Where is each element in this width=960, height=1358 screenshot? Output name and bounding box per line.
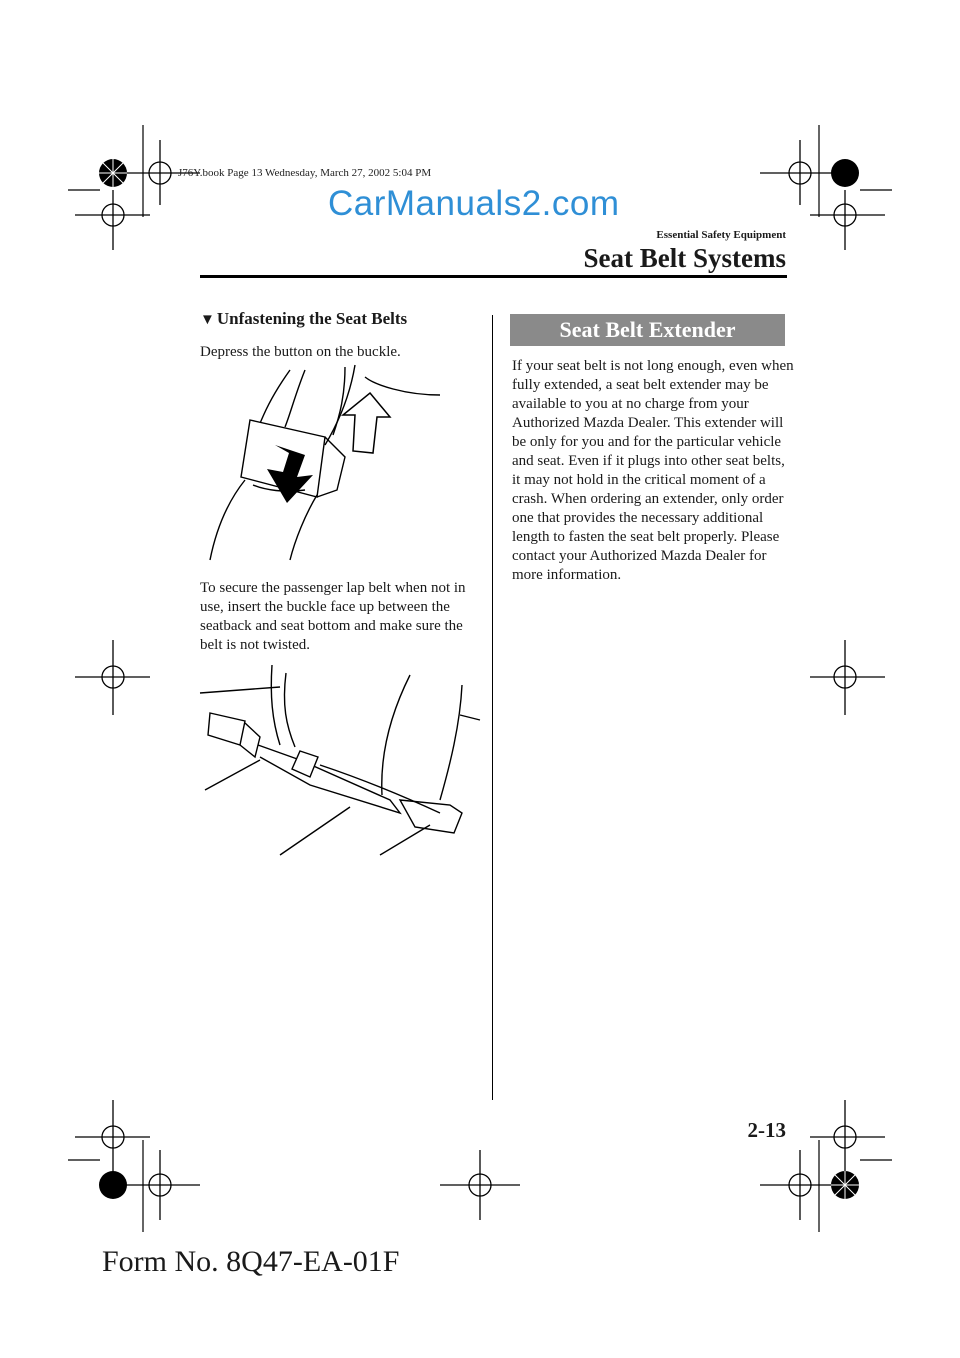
paragraph-depress-button: Depress the button on the buckle.: [200, 344, 401, 360]
column-divider: [492, 315, 493, 1100]
section-banner-seat-belt-extender: Seat Belt Extender: [510, 314, 785, 346]
arrow-up-icon: [343, 393, 390, 453]
subheading-unfastening: [200, 309, 407, 329]
lap-belt-stow-illustration: [200, 665, 490, 860]
paragraph-extender-info: If your seat belt is not long enough, even when fully extended, a seat belt extender may be available to you at no charge from your Authorized Mazda Dealer. This extender will be only for you and for the particular vehicle and seat. Even if it plugs into other seat belts, it may not hold in the critical moment of a crash. When ordering an extender, only order one that provides the necessary additional length to fasten the seat belt properly. Please contact your Authorized Mazda Dealer for more information.: [512, 358, 794, 583]
watermark-text[interactable]: CarManuals2.com: [328, 184, 620, 223]
page-title: Seat Belt Systems: [583, 243, 786, 273]
section-label: Essential Safety Equipment: [656, 229, 786, 241]
form-number: Form No. 8Q47-EA-01F: [102, 1245, 400, 1278]
subheading-text: Unfastening the Seat Belts: [216, 309, 408, 328]
page-number: 2-13: [747, 1118, 786, 1142]
title-rule: [200, 275, 787, 278]
book-stamp: J76Y.book Page 13 Wednesday, March 27, 2002 5:04 PM: [178, 167, 432, 179]
paragraph-passenger-lap-belt: To secure the passenger lap belt when not in use, insert the buckle face up between the seatback and seat bottom and make sure the belt is not twisted.: [200, 580, 466, 653]
triangle-marker-icon: ▼: [200, 312, 215, 328]
buckle-release-illustration: [205, 365, 465, 565]
